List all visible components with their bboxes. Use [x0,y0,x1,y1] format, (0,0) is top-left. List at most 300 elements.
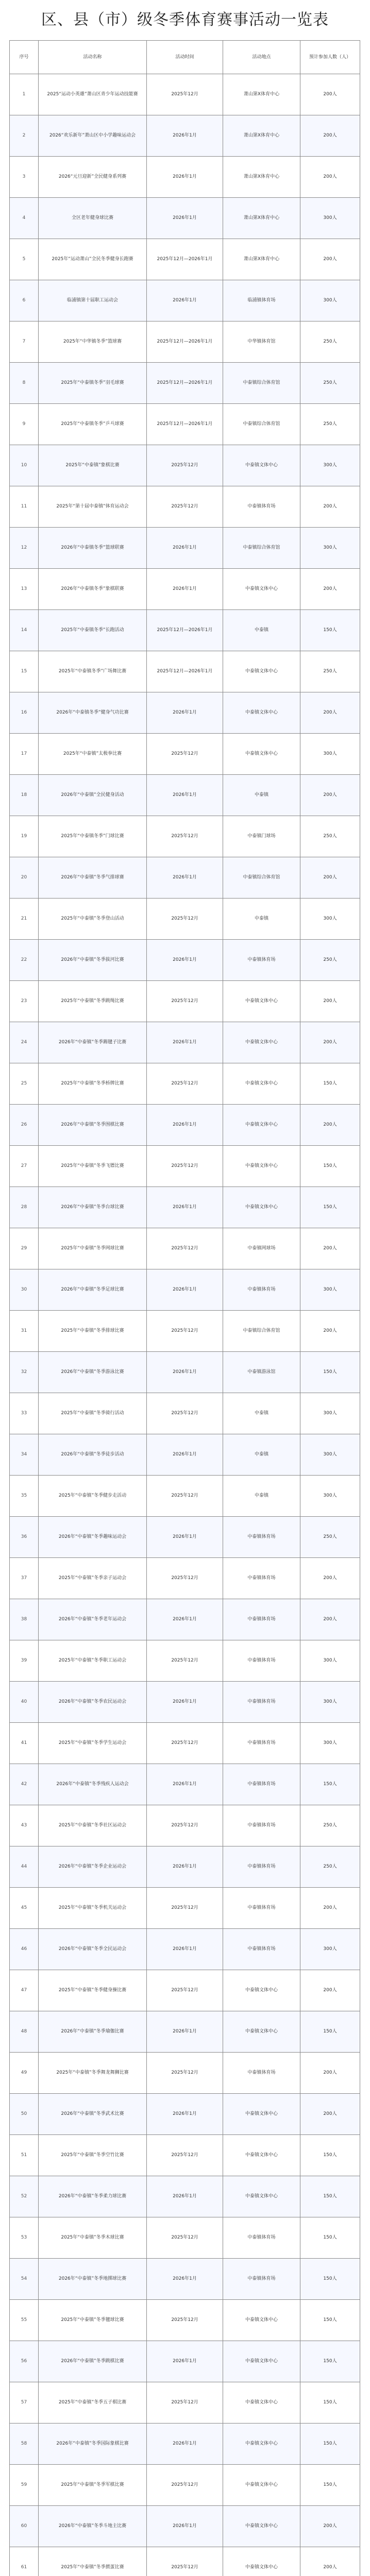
cell-number: 9 [10,404,39,445]
cell-event-time: 2025年12月 [147,734,223,775]
cell-event-name: 2025年“中泰镇冬季”广场舞比赛 [39,651,147,692]
cell-number: 32 [10,1352,39,1393]
cell-event-name: 2025年“中泰镇”象棋比赛 [39,445,147,486]
cell-event-name: 2025年“中泰镇”冬季机关运动会 [39,1888,147,1929]
cell-event-name: 2025年“中泰镇”冬季桥牌比赛 [39,1063,147,1105]
cell-number: 48 [10,2011,39,2053]
cell-participants: 150人 [300,2300,360,2341]
cell-number: 55 [10,2300,39,2341]
cell-event-time: 2026年1月 [147,857,223,899]
cell-event-place: 中泰镇体育场 [223,1846,300,1888]
cell-number: 10 [10,445,39,486]
cell-event-time: 2026年1月 [147,940,223,981]
table-row [10,1805,360,1846]
cell-event-name: 2025年“中泰镇”冬季空竹比赛 [39,2135,147,2176]
cell-event-time: 2025年12月—2026年1月 [147,239,223,280]
table-row [10,2300,360,2341]
table-row [10,816,360,857]
table-row [10,1063,360,1105]
cell-number: 2 [10,115,39,157]
cell-event-name: 2026“欢乐新年”萧山区中小学趣味运动会 [39,115,147,157]
cell-event-time: 2025年12月 [147,1640,223,1682]
cell-participants: 300人 [300,1476,360,1517]
cell-number: 29 [10,1228,39,1269]
cell-event-place: 中泰镇文体中心 [223,445,300,486]
cell-event-time: 2025年12月 [147,1476,223,1517]
cell-event-name: 2025年“中泰镇”冬季排球比赛 [39,1311,147,1352]
cell-event-place: 中泰镇文体中心 [223,1105,300,1146]
cell-number: 21 [10,899,39,940]
cell-number: 24 [10,1022,39,1063]
cell-number: 51 [10,2135,39,2176]
cell-participants: 200人 [300,1311,360,1352]
header-no: 序号 [10,41,39,74]
cell-event-time: 2025年12月 [147,1558,223,1599]
cell-event-place: 中泰镇网球场 [223,1228,300,1269]
cell-event-time: 2026年1月 [147,1929,223,1970]
cell-number: 38 [10,1599,39,1640]
table-row [10,1476,360,1517]
cell-participants: 250人 [300,1846,360,1888]
table-row [10,445,360,486]
cell-participants: 250人 [300,1805,360,1846]
cell-event-place: 萧山第X体育中心 [223,157,300,198]
cell-participants: 150人 [300,610,360,651]
cell-event-name: 2026年“中泰镇”冬季足球比赛 [39,1269,147,1311]
cell-number: 16 [10,692,39,734]
cell-participants: 250人 [300,816,360,857]
table-row [10,1269,360,1311]
cell-number: 39 [10,1640,39,1682]
cell-event-time: 2026年1月 [147,2506,223,2547]
table-row [10,775,360,816]
cell-participants: 200人 [300,1022,360,1063]
cell-number: 44 [10,1846,39,1888]
cell-event-name: 2025年“中泰镇冬季”乒乓球赛 [39,404,147,445]
cell-event-name: 2026年“中泰镇”冬季气排球赛 [39,857,147,899]
table-row [10,1929,360,1970]
cell-event-place: 中华镇体育馆 [223,321,300,363]
cell-event-time: 2025年12月 [147,1228,223,1269]
cell-event-name: 2026年“中泰镇”冬季国际象棋比赛 [39,2424,147,2465]
cell-event-place: 中泰镇文体中心 [223,2506,300,2547]
table-row [10,2094,360,2135]
cell-event-name: 2026年“中泰镇冬季”健身气功比赛 [39,692,147,734]
cell-event-place: 中泰镇体育场 [223,1682,300,1723]
cell-event-place: 中泰镇文体中心 [223,2176,300,2217]
cell-event-place: 中泰镇文体中心 [223,1970,300,2011]
cell-event-time: 2025年12月 [147,2300,223,2341]
cell-event-place: 中泰镇 [223,1393,300,1434]
cell-number: 34 [10,1434,39,1476]
table-row [10,2053,360,2094]
cell-event-place: 中泰镇 [223,899,300,940]
cell-participants: 200人 [300,1228,360,1269]
cell-participants: 150人 [300,1146,360,1187]
cell-number: 1 [10,74,39,115]
cell-event-name: 2025年“中泰镇”冬季舞龙舞狮比赛 [39,2053,147,2094]
cell-participants: 150人 [300,2217,360,2259]
cell-event-name: 2025“运动小英雄”萧山区青少年运动技能赛 [39,74,147,115]
cell-number: 18 [10,775,39,816]
cell-participants: 200人 [300,115,360,157]
cell-event-time: 2026年1月 [147,2011,223,2053]
cell-event-time: 2026年1月 [147,528,223,569]
table-row [10,1764,360,1805]
cell-event-place: 中泰镇游泳馆 [223,1352,300,1393]
cell-event-time: 2025年12月—2026年1月 [147,610,223,651]
cell-event-time: 2025年12月 [147,445,223,486]
cell-event-time: 2025年12月 [147,899,223,940]
cell-number: 3 [10,157,39,198]
cell-event-place: 中泰镇文体中心 [223,1063,300,1105]
cell-number: 59 [10,2465,39,2506]
cell-event-time: 2025年12月 [147,1888,223,1929]
cell-participants: 200人 [300,1599,360,1640]
cell-event-place: 中泰镇文体中心 [223,2011,300,2053]
table-row [10,2135,360,2176]
cell-event-name: 2025年“中泰镇”冬季学生运动会 [39,1723,147,1764]
table-row [10,74,360,115]
table-body [10,74,360,2576]
table-row [10,651,360,692]
cell-event-time: 2026年1月 [147,1352,223,1393]
cell-participants: 150人 [300,2176,360,2217]
table-row [10,1022,360,1063]
cell-event-name: 2025年“中泰镇”冬季五子棋比赛 [39,2382,147,2424]
cell-participants: 150人 [300,1352,360,1393]
cell-number: 19 [10,816,39,857]
cell-event-time: 2026年1月 [147,1105,223,1146]
table-row [10,2547,360,2576]
cell-event-time: 2026年1月 [147,1187,223,1228]
cell-event-time: 2025年12月 [147,1970,223,2011]
cell-event-place: 中泰镇文体中心 [223,2465,300,2506]
cell-participants: 150人 [300,1764,360,1805]
cell-event-time: 2026年1月 [147,692,223,734]
cell-number: 26 [10,1105,39,1146]
table-row [10,486,360,528]
table-row [10,610,360,651]
cell-event-time: 2025年12月—2026年1月 [147,321,223,363]
cell-event-place: 中泰镇 [223,1476,300,1517]
cell-event-place: 中泰镇综合体育馆 [223,363,300,404]
cell-event-time: 2025年12月 [147,1723,223,1764]
cell-participants: 250人 [300,404,360,445]
cell-event-place: 中泰镇体育场 [223,2259,300,2300]
table-row [10,1970,360,2011]
cell-participants: 250人 [300,940,360,981]
cell-event-name: 2026年“中泰镇”冬季徒步活动 [39,1434,147,1476]
table-row [10,2011,360,2053]
cell-event-time: 2025年12月 [147,2382,223,2424]
cell-number: 49 [10,2053,39,2094]
table-row [10,2382,360,2424]
cell-event-place: 中泰镇文体中心 [223,1187,300,1228]
table-row [10,1723,360,1764]
table-row [10,321,360,363]
cell-number: 15 [10,651,39,692]
cell-number: 20 [10,857,39,899]
cell-participants: 200人 [300,74,360,115]
cell-event-place: 中泰镇文体中心 [223,981,300,1022]
cell-event-time: 2026年1月 [147,2259,223,2300]
cell-event-place: 中泰镇综合体育馆 [223,528,300,569]
cell-participants: 150人 [300,1187,360,1228]
cell-event-time: 2026年1月 [147,115,223,157]
cell-event-name: 2025年“中泰镇”冬季社区运动会 [39,1805,147,1846]
cell-event-time: 2025年12月 [147,1063,223,1105]
table-row [10,157,360,198]
cell-event-name: 2026年“中泰镇”全民健身活动 [39,775,147,816]
cell-event-place: 中泰镇门球场 [223,816,300,857]
cell-participants: 150人 [300,1063,360,1105]
cell-event-place: 中泰镇体育场 [223,1517,300,1558]
cell-event-time: 2025年12月 [147,981,223,1022]
cell-event-name: 2025年“中泰镇”太极拳比赛 [39,734,147,775]
cell-participants: 300人 [300,1640,360,1682]
cell-event-name: 2026年“中泰镇”冬季柔力球比赛 [39,2176,147,2217]
cell-event-name: 2026年“中泰镇”冬季企业运动会 [39,1846,147,1888]
cell-event-name: 2026年“中泰镇冬季”篮球联赛 [39,528,147,569]
cell-number: 46 [10,1929,39,1970]
cell-event-place: 萧山第X体育中心 [223,239,300,280]
table-row [10,569,360,610]
cell-event-name: 2026年“中泰镇冬季”象棋联赛 [39,569,147,610]
cell-event-name: 2025年“中泰镇冬季”长跑活动 [39,610,147,651]
cell-number: 25 [10,1063,39,1105]
cell-event-time: 2025年12月 [147,2547,223,2576]
cell-participants: 300人 [300,899,360,940]
cell-number: 52 [10,2176,39,2217]
cell-event-name: 2026年“中泰镇”冬季农民运动会 [39,1682,147,1723]
table-row [10,2217,360,2259]
table-row [10,899,360,940]
cell-event-time: 2026年1月 [147,1269,223,1311]
table-row [10,1888,360,1929]
cell-number: 41 [10,1723,39,1764]
cell-event-time: 2026年1月 [147,1682,223,1723]
cell-number: 42 [10,1764,39,1805]
cell-event-time: 2026年1月 [147,1022,223,1063]
table-row [10,2465,360,2506]
cell-event-name: 2026“元旦迎新”全民健身系列赛 [39,157,147,198]
table-row [10,280,360,321]
cell-event-place: 中泰镇文体中心 [223,2094,300,2135]
cell-event-place: 中泰镇体育场 [223,1723,300,1764]
cell-participants: 200人 [300,692,360,734]
cell-event-place: 中泰镇体育场 [223,1558,300,1599]
cell-participants: 300人 [300,445,360,486]
cell-event-place: 中泰镇体育场 [223,1599,300,1640]
events-table [9,40,360,2576]
cell-participants: 200人 [300,857,360,899]
cell-event-name: 2026年“中泰镇”冬季踢毽子比赛 [39,1022,147,1063]
cell-event-name: 2026年“中泰镇”冬季围棋比赛 [39,1105,147,1146]
cell-event-time: 2025年12月 [147,2465,223,2506]
cell-participants: 150人 [300,2341,360,2382]
table-row [10,1311,360,1352]
cell-number: 30 [10,1269,39,1311]
cell-event-time: 2026年1月 [147,157,223,198]
cell-event-time: 2026年1月 [147,280,223,321]
cell-event-name: 2026年“中泰镇”冬季武术比赛 [39,2094,147,2135]
page-title: 区、县（市）级冬季体育赛事活动一览表 [41,11,329,29]
cell-event-name: 2026年“中泰镇”冬季残疾人运动会 [39,1764,147,1805]
cell-event-time: 2025年12月 [147,74,223,115]
cell-event-name: 2025年“中泰镇”冬季毽球比赛 [39,2300,147,2341]
cell-number: 11 [10,486,39,528]
cell-participants: 200人 [300,2547,360,2576]
table-row [10,1846,360,1888]
table-row [10,1517,360,1558]
table-row [10,2259,360,2300]
cell-event-place: 中泰镇文体中心 [223,2135,300,2176]
cell-number: 12 [10,528,39,569]
cell-number: 33 [10,1393,39,1434]
table-row [10,857,360,899]
table-row [10,981,360,1022]
cell-event-name: 2026年“中泰镇”冬季全民运动会 [39,1929,147,1970]
cell-number: 45 [10,1888,39,1929]
table-row [10,1187,360,1228]
cell-participants: 300人 [300,1393,360,1434]
table-header-row [10,41,360,74]
cell-event-place: 中泰镇文体中心 [223,2547,300,2576]
cell-number: 14 [10,610,39,651]
table-row [10,1558,360,1599]
table-row [10,1599,360,1640]
cell-event-time: 2026年1月 [147,775,223,816]
cell-participants: 300人 [300,528,360,569]
cell-participants: 200人 [300,981,360,1022]
table-row [10,692,360,734]
cell-participants: 250人 [300,1517,360,1558]
cell-participants: 200人 [300,2053,360,2094]
table-row [10,1682,360,1723]
header-place: 活动地点 [223,41,300,74]
cell-event-place: 中泰镇文体中心 [223,569,300,610]
cell-event-time: 2026年1月 [147,1517,223,1558]
cell-event-name: 2025年“中泰镇”冬季亲子运动会 [39,1558,147,1599]
cell-participants: 300人 [300,1269,360,1311]
cell-event-place: 中泰镇文体中心 [223,2300,300,2341]
cell-number: 8 [10,363,39,404]
cell-event-place: 中泰镇体育场 [223,940,300,981]
cell-event-name: 2026年“中泰镇”冬季瑜伽比赛 [39,2011,147,2053]
cell-number: 56 [10,2341,39,2382]
cell-event-place: 中泰镇体育场 [223,1269,300,1311]
cell-event-name: 2026年“中泰镇”冬季老年运动会 [39,1599,147,1640]
cell-number: 53 [10,2217,39,2259]
cell-participants: 150人 [300,2011,360,2053]
cell-event-place: 中泰镇体育场 [223,1805,300,1846]
cell-participants: 200人 [300,1558,360,1599]
cell-participants: 200人 [300,239,360,280]
table-row [10,1640,360,1682]
cell-event-place: 中泰镇 [223,1434,300,1476]
cell-event-name: 2025年“中泰镇”冬季木球比赛 [39,2217,147,2259]
cell-participants: 300人 [300,280,360,321]
table-row [10,1393,360,1434]
table-row [10,1434,360,1476]
cell-event-name: 2025年“中泰镇”冬季健身操比赛 [39,1970,147,2011]
table-row [10,2341,360,2382]
cell-number: 54 [10,2259,39,2300]
cell-event-time: 2025年12月 [147,2053,223,2094]
cell-event-time: 2026年1月 [147,2094,223,2135]
cell-event-name: 2025年“中泰镇冬季”门球比赛 [39,816,147,857]
cell-participants: 200人 [300,1105,360,1146]
cell-event-time: 2025年12月 [147,486,223,528]
cell-event-place: 萧山第X体育中心 [223,115,300,157]
cell-number: 13 [10,569,39,610]
cell-participants: 200人 [300,569,360,610]
cell-event-time: 2025年12月 [147,816,223,857]
cell-participants: 150人 [300,2135,360,2176]
table-row [10,734,360,775]
cell-participants: 150人 [300,2259,360,2300]
cell-event-place: 中泰镇体育场 [223,1929,300,1970]
cell-event-time: 2026年1月 [147,2341,223,2382]
cell-event-place: 中泰镇文体中心 [223,1146,300,1187]
cell-event-place: 中泰镇体育场 [223,1640,300,1682]
cell-event-place: 中泰镇综合体育馆 [223,857,300,899]
cell-number: 5 [10,239,39,280]
cell-event-time: 2025年12月—2026年1月 [147,404,223,445]
cell-event-name: 2026年“中泰镇”冬季拔河比赛 [39,940,147,981]
cell-event-name: 2025年“中泰镇”冬季跳绳比赛 [39,981,147,1022]
cell-participants: 300人 [300,1682,360,1723]
cell-event-name: 2025年“第十届中泰镇”体育运动会 [39,486,147,528]
cell-event-time: 2025年12月—2026年1月 [147,651,223,692]
cell-event-name: 2026年“中泰镇”冬季趣味运动会 [39,1517,147,1558]
table-row [10,940,360,981]
cell-event-place: 中泰镇综合体育馆 [223,404,300,445]
table-row [10,404,360,445]
cell-event-time: 2026年1月 [147,1434,223,1476]
cell-number: 47 [10,1970,39,2011]
cell-event-time: 2026年1月 [147,2424,223,2465]
cell-event-place: 中泰镇体育场 [223,1888,300,1929]
cell-event-place: 中泰镇体育场 [223,2217,300,2259]
cell-participants: 150人 [300,2382,360,2424]
cell-event-time: 2026年1月 [147,1846,223,1888]
cell-event-place: 中泰镇文体中心 [223,1022,300,1063]
cell-number: 35 [10,1476,39,1517]
cell-event-name: 2025年“中华镇冬季”篮球赛 [39,321,147,363]
cell-number: 61 [10,2547,39,2576]
cell-event-name: 2026年“中泰镇”冬季斗地主比赛 [39,2506,147,2547]
cell-event-time: 2026年1月 [147,198,223,239]
cell-participants: 200人 [300,486,360,528]
cell-number: 23 [10,981,39,1022]
table-row [10,198,360,239]
cell-event-place: 中泰镇体育场 [223,486,300,528]
cell-event-time: 2025年12月 [147,1311,223,1352]
cell-event-place: 中泰镇体育场 [223,1764,300,1805]
cell-participants: 300人 [300,1723,360,1764]
cell-event-name: 2025年“中泰镇”冬季健步走活动 [39,1476,147,1517]
cell-number: 22 [10,940,39,981]
cell-number: 7 [10,321,39,363]
cell-event-name: 2025年“中泰镇”冬季骑行活动 [39,1393,147,1434]
cell-event-time: 2025年12月—2026年1月 [147,363,223,404]
cell-event-place: 中泰镇 [223,610,300,651]
cell-event-time: 2025年12月 [147,2217,223,2259]
cell-participants: 200人 [300,157,360,198]
cell-number: 6 [10,280,39,321]
